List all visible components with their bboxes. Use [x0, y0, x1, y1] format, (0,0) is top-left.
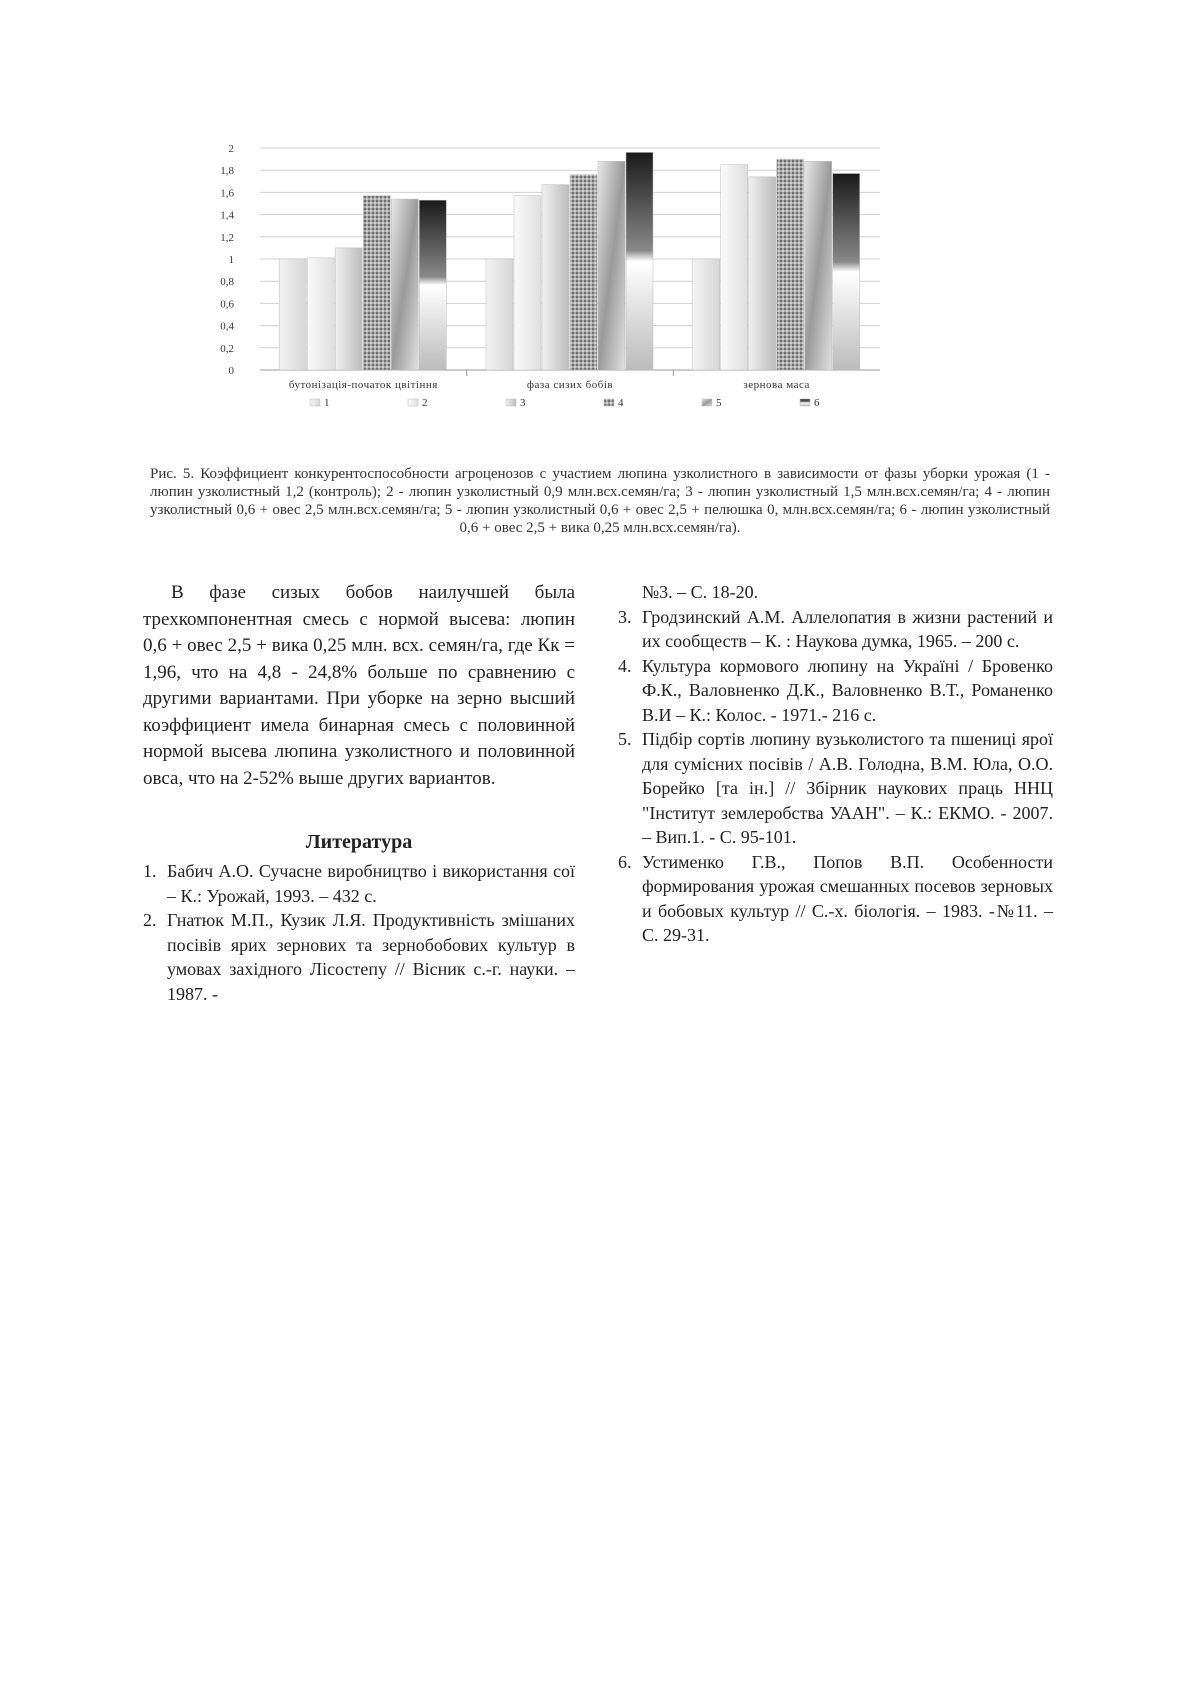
bar	[307, 258, 334, 370]
y-tick-label: 2	[228, 143, 234, 155]
reference-number: 3.	[618, 606, 632, 627]
legend-swatch	[408, 399, 418, 406]
y-tick-label: 1	[228, 254, 234, 266]
bar-chart	[200, 140, 920, 450]
reference-item	[618, 727, 1053, 850]
x-tick-label: зернова маса	[743, 379, 810, 391]
legend-swatch	[604, 399, 614, 406]
y-tick-label: 1,2	[220, 231, 234, 244]
reference-text: Підбір сортів люпину вузьколистого та пшениці ярої для сумісних посівів / А.В. Голодна, В.М. Юла, О.О. Борейко [та ін.] // Збірник наукових праць ННЦ "Інститут землеробства УААН". – К.: ЕКМО. - 2007. – Вип.1. - С. 95-101.	[642, 729, 1053, 847]
legend-label: 4	[618, 397, 624, 409]
bar	[335, 248, 362, 370]
legend-swatch	[800, 399, 810, 406]
reference-item	[618, 654, 1053, 728]
y-tick-label: 1,8	[220, 165, 234, 178]
legend-label: 1	[324, 397, 330, 409]
reference-item	[143, 908, 575, 1006]
x-tick-label: фаза сизих бобів	[526, 379, 614, 391]
bar	[833, 174, 860, 370]
figure-caption: Рис. 5. Коэффициент конкурентоспособности агроценозов с участием люпина узколистного в зависимости от фазы уборки урожая (1 - люпин узколистный 1,2 (контроль); 2 - люпин узколистный 0,9 млн.всх.семян/га; 3 - люпин узколистный 1,5 млн.всх.семян/га; 4 - люпин узколистный 0,6 + овес 2,5 млн.всх.семян/га; 5 - люпин узколистный 0,6 + овес 2,5 + пелюшка 0, млн.всх.семян/га; 6 - люпин узколистный 0,6 + овес 2,5 + вика 0,25 млн.всх.семян/га).	[150, 466, 1050, 536]
legend-label: 2	[422, 397, 428, 409]
reference-text: Устименко Г.В., Попов В.П. Особенности формирования урожая смешанных посевов зерновых и бобовых культур // С.-х. біологія. – 1983. -№11. – С. 29-31.	[642, 851, 1053, 945]
legend-swatch	[702, 399, 712, 406]
bar	[805, 161, 832, 370]
reference-number: 2.	[143, 910, 157, 930]
reference-text: Гродзинский А.М. Аллелопатия в жизни растений и их сообществ – К. : Наукова думка, 1965. – 200 с.	[642, 606, 1053, 651]
y-tick-label: 1,4	[220, 209, 234, 222]
bar	[486, 259, 513, 370]
reference-item	[618, 605, 1053, 654]
bar	[693, 259, 720, 370]
bar	[749, 177, 776, 370]
x-tick-label: бутонізація-початок цвітіння	[288, 379, 438, 391]
bar	[419, 200, 446, 370]
bar	[721, 165, 748, 370]
reference-number: 4.	[618, 655, 632, 676]
reference-number: 5.	[618, 729, 632, 749]
legend-label: 3	[520, 397, 526, 409]
reference-text: Бабич А.О. Сучасне виробництво і використання сої – К.: Урожай, 1993. – 432 с.	[167, 861, 575, 906]
reference-number: 6.	[618, 851, 632, 872]
y-tick-label: 0,6	[220, 298, 234, 311]
legend-swatch	[310, 399, 320, 406]
reference-continuation: №3. – С. 18-20.	[642, 582, 759, 602]
literature-heading: Литература	[305, 831, 413, 853]
bar	[279, 259, 306, 370]
reference-text: Культура кормового люпину на Україні / Бровенко Ф.К., Валовненко Д.К., Валовненко В.Т., Романенко В.И – К.: Колос. - 1971.- 216 с.	[642, 655, 1053, 725]
bar	[542, 185, 569, 370]
y-tick-label: 0,8	[220, 276, 234, 289]
reference-item	[143, 859, 575, 908]
bar	[391, 199, 418, 370]
bar	[598, 161, 625, 370]
left-column	[143, 580, 575, 1006]
y-tick-label: 0,2	[220, 342, 234, 355]
y-tick-label: 0,4	[220, 320, 234, 333]
bar	[626, 152, 653, 370]
y-tick-label: 0	[228, 365, 234, 377]
bar	[363, 196, 390, 370]
reference-item	[618, 850, 1053, 948]
right-column	[618, 580, 1053, 948]
legend-swatch	[506, 399, 516, 406]
y-tick-label: 1,6	[220, 187, 234, 200]
body-paragraph: В фазе сизых бобов наилучшей была трехкомпонентная смесь с нормой высева: люпин 0,6 + овес 2,5 + вика 0,25 млн. всх. семян/га, где Кк = 1,96, что на 4,8 - 24,8% больше по сравнению с другими вариантами. При уборке на зерно высший коэффициент имела бинарная смесь с половинной нормой высева люпина узколистного и половинной овса, что на 2-52% выше других вариантов.	[143, 582, 575, 789]
bar	[570, 175, 597, 370]
bar	[777, 159, 804, 370]
reference-number: 1.	[143, 861, 157, 881]
reference-text: Гнатюк М.П., Кузик Л.Я. Продуктивність змішаних посівів ярих зернових та зернобобових культур в умовах західного Лісостепу // Вісник с.-г. науки. – 1987. -	[167, 910, 575, 1004]
legend-label: 6	[814, 397, 820, 409]
legend-label: 5	[716, 397, 722, 409]
bar	[514, 196, 541, 370]
